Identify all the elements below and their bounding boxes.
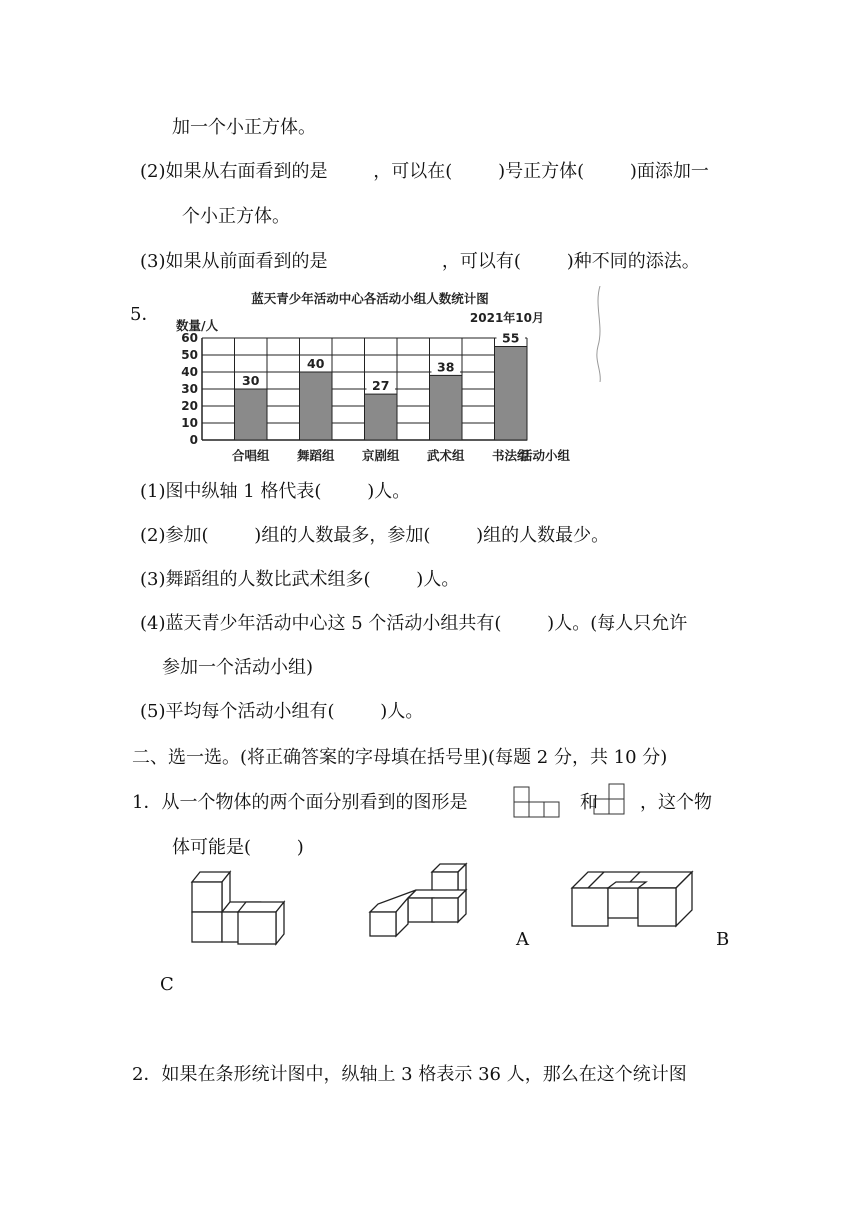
question-line: 体可能是( ) <box>172 837 304 858</box>
bar-chart-svg <box>130 290 610 470</box>
bar-chart <box>130 290 610 470</box>
question-line: ，这个物 <box>640 792 712 813</box>
data-label: 30 <box>242 373 260 388</box>
option-label: B <box>716 929 730 950</box>
question-line: (3)舞蹈组的人数比武术组多( )人。 <box>140 569 460 590</box>
question-line: (5)平均每个活动小组有( )人。 <box>140 701 424 722</box>
text-line: (3)如果从前面看到的是 ，可以有( )种不同的添法。 <box>140 251 700 272</box>
question-number: 5． <box>130 304 160 325</box>
bar <box>430 375 463 440</box>
cube-figure-c <box>190 868 290 950</box>
option-label: A <box>516 929 529 950</box>
x-tick-label: 京剧组 <box>361 448 400 463</box>
section-heading: 二、选一选。(将正确答案的字母填在括号里)(每题 2 分，共 10 分) <box>132 747 668 768</box>
data-label: 27 <box>372 378 390 394</box>
question-line: 和 <box>580 792 598 813</box>
bar <box>235 389 268 440</box>
cube-figure-a <box>366 862 472 942</box>
text-line: (2)如果从右面看到的是 ，可以在( )号正方体( )面添加一 <box>140 161 709 182</box>
y-tick-label: 60 <box>181 331 198 345</box>
question-line: 参加一个活动小组) <box>162 657 314 678</box>
text-line: 个小正方体。 <box>182 206 290 227</box>
y-tick-label: 10 <box>181 416 198 430</box>
cube-figure-b <box>568 868 698 930</box>
bar <box>365 394 398 440</box>
data-label: 55 <box>502 330 520 346</box>
question-line: (1)图中纵轴 1 格代表( )人。 <box>140 481 411 502</box>
chart-date: 2021年10月 <box>469 311 544 325</box>
x-tick-label: 舞蹈组 <box>296 448 335 463</box>
y-tick-label: 50 <box>181 348 198 362</box>
x-tick-label: 合唱组 <box>231 448 270 463</box>
view-row-three-squares <box>512 784 562 820</box>
option-label: C <box>160 974 174 995</box>
y-tick-label: 40 <box>181 365 198 379</box>
y-tick-label: 30 <box>181 382 198 396</box>
bar <box>495 347 528 441</box>
y-tick-label: 0 <box>189 433 198 447</box>
y-axis-label: 数量/人 <box>176 318 219 333</box>
data-label: 38 <box>437 359 455 375</box>
question-line: (2)参加( )组的人数最多，参加( )组的人数最少。 <box>140 525 610 546</box>
question-line: 1．从一个物体的两个面分别看到的图形是 <box>132 792 468 813</box>
view-l-shape-squares <box>592 782 628 820</box>
x-tick-label: 武术组 <box>426 448 465 463</box>
bar <box>300 372 333 440</box>
text-line: 加一个小正方体。 <box>172 117 316 138</box>
question-line: (4)蓝天青少年活动中心这 5 个活动小组共有( )人。(每人只允许 <box>140 613 688 634</box>
question-line: 2．如果在条形统计图中，纵轴上 3 格表示 36 人，那么在这个统计图 <box>132 1064 687 1085</box>
chart-title: 蓝天青少年活动中心各活动小组人数统计图 <box>251 291 489 306</box>
data-label: 40 <box>307 356 325 371</box>
y-tick-label: 20 <box>181 399 198 413</box>
x-tick-label: 书法组 <box>491 448 530 463</box>
x-axis-label: 活动小组 <box>519 448 571 463</box>
